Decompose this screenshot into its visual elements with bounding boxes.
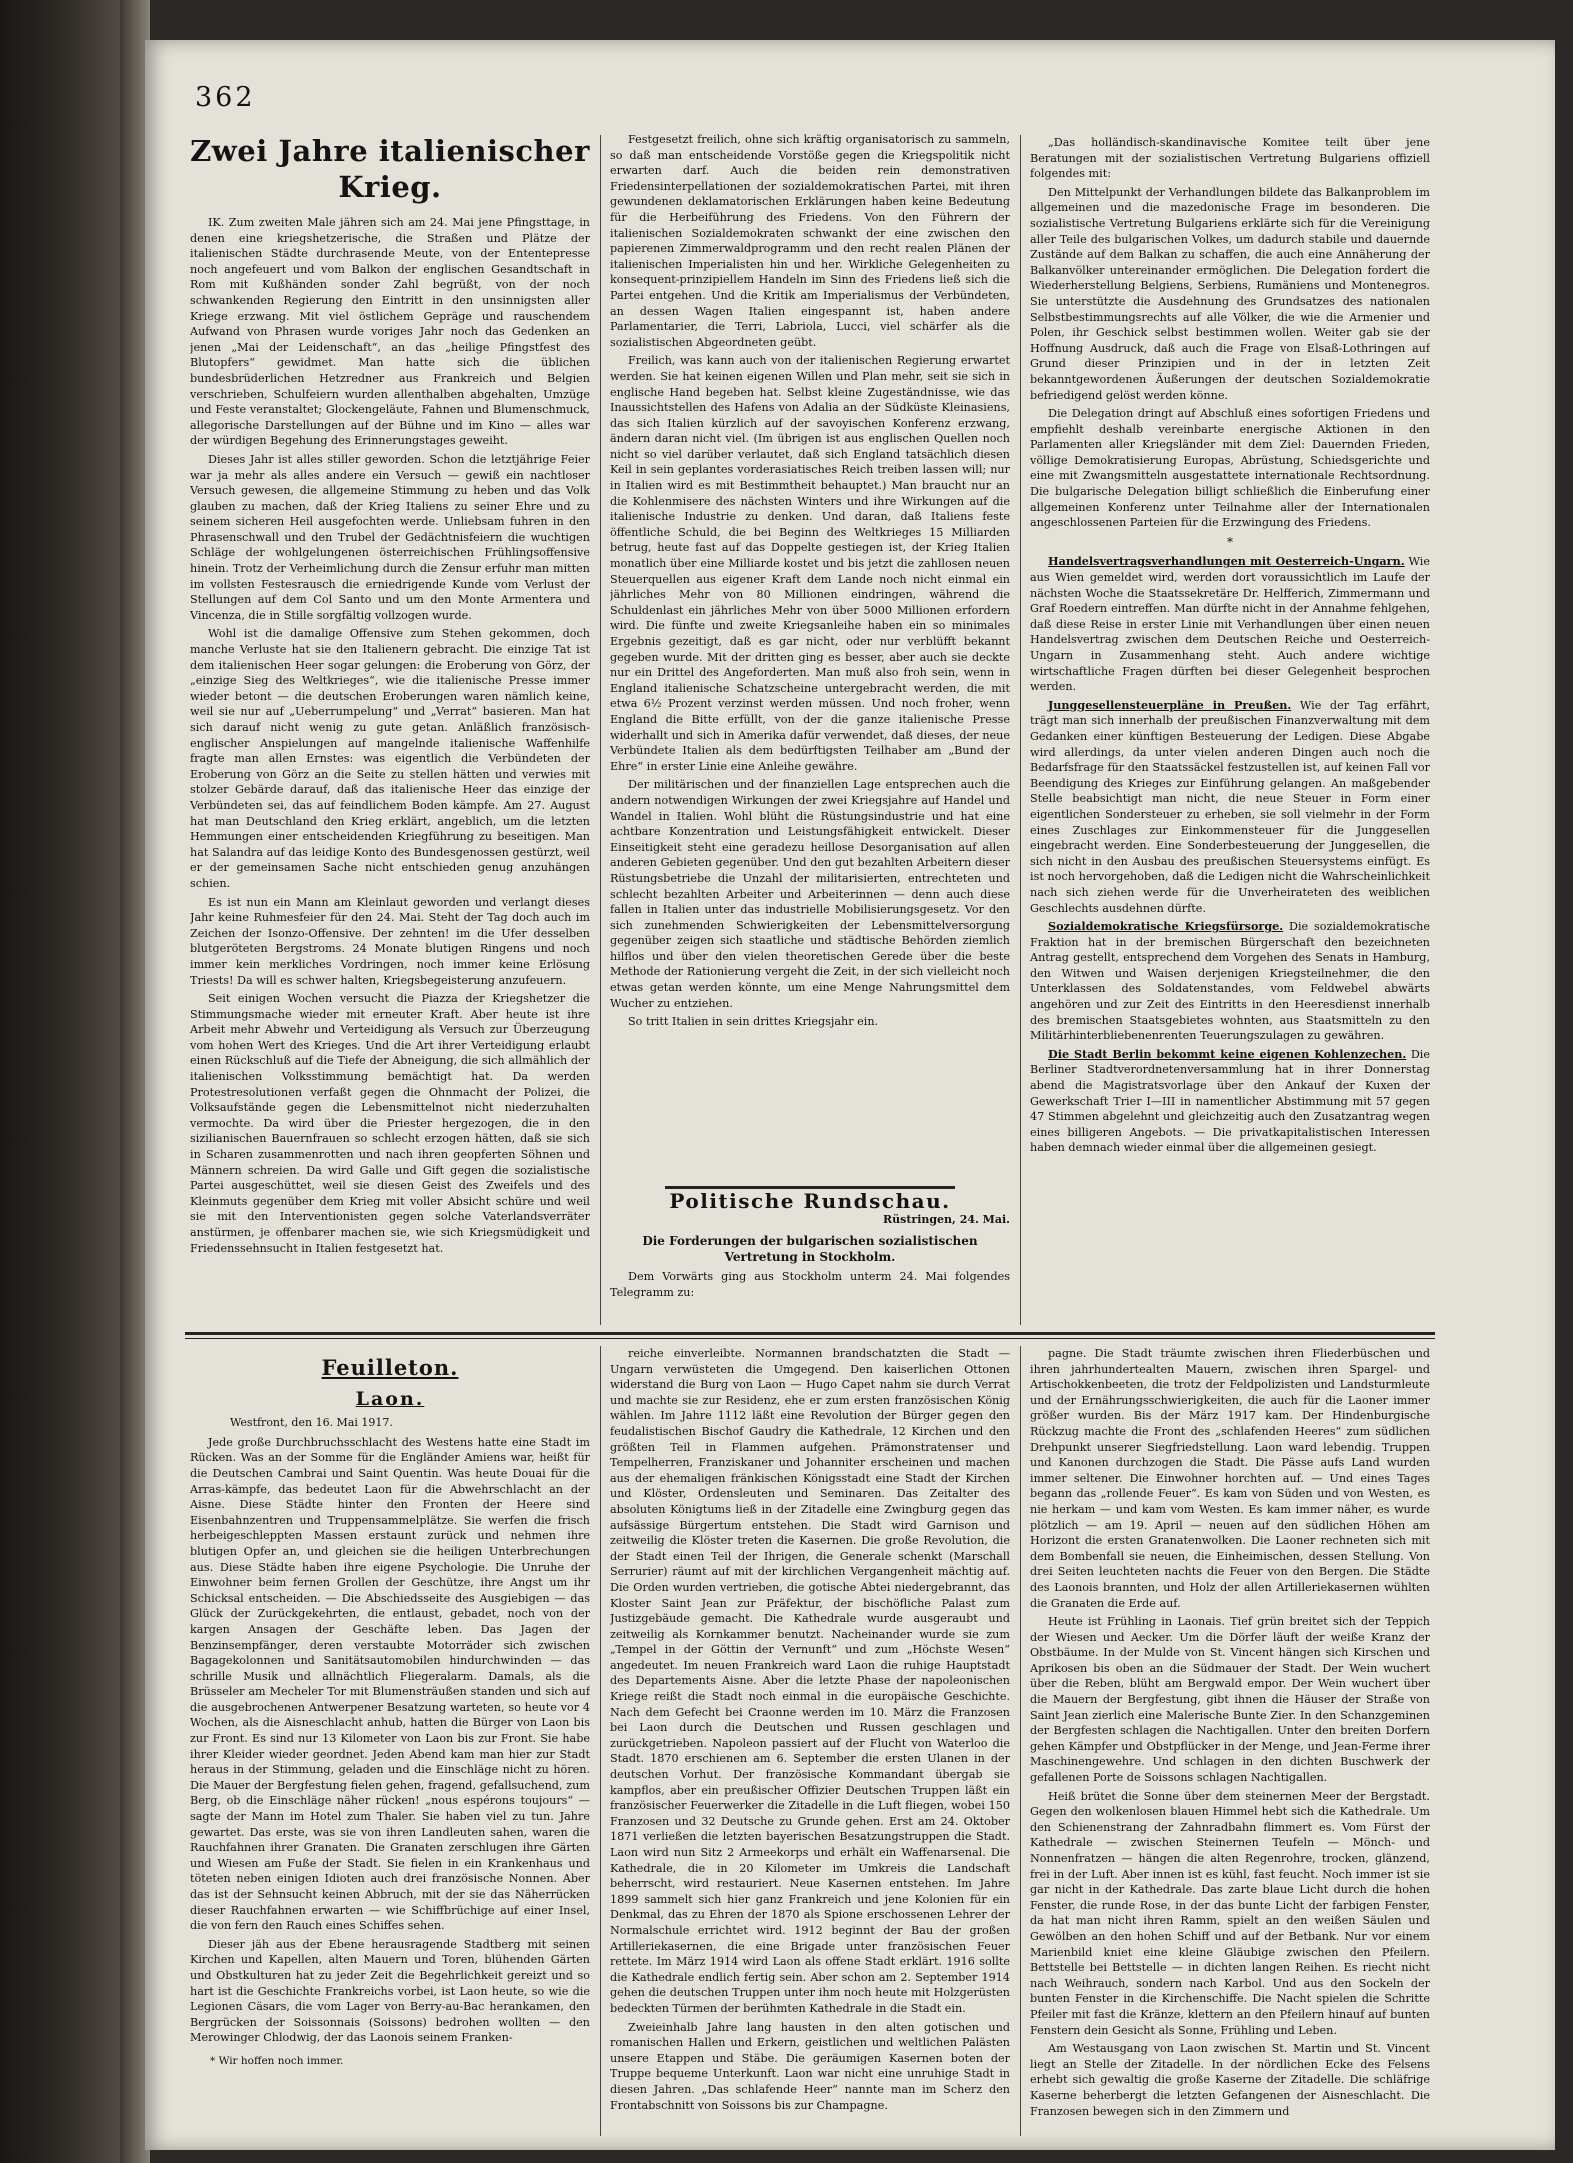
feuilleton-paragraph: reiche einverleibte. Normannen brandschatzten die Stadt — Ungarn verwüsteten die Umgegend. Den kaiserlichen Ottonen widerstand die Burg von Laon — Hugo Capet nahm sie durch Verrat und machte sie zur Residenz, ehe er zum ersten französischen König wählen. Im Jahre 1112 läßt eine Revolution der Bürger gegen den feudalistischen Bischof Gaudry die Kathedrale, 12 Kirchen und den größten Teil in Flammen aufgehen. Prämonstratenser und Tempelherren, Franziskaner und Johanniter erscheinen und machen aus der ehemaligen fränkischen Königsstadt eine Stadt der Kirchen und Klöster, Ordensleuten und Seminaren. Das Zeitalter des absoluten Königtums ließ in der Zitadelle eine Zwingburg gegen das aufsässige Bürgertum entstehen. Die Stadt wird Garnison und zeitweilig die Klöster treten die Kasernen. Die große Revolution, die der Stadt einen Teil der Ihrigen, die Generale schenkt (Marschall Serrurier) räumt auf mit der kirchlichen Vergangenheit mächtig auf. Die Orden wurden vertrieben, die gotische Abtei niedergebrannt, das Kloster Saint Jean zur Präfektur, der bischöfliche Palast zum Justizgebäude gemacht. Die Kathedrale wurde ausgeraubt und zeitweilig als Kornkammer benutzt. Nacheinander wurde sie zum „Tempel in der Göttin der Vernunft“ und zum „Höchste Wesen“ angedeutet. Im neuen Frankreich ward Laon die ruhige Hauptstadt des Departements Aisne. Aber die letzte Phase der napoleonischen Kriege reißt die Stadt noch einmal in die europäische Geschichte. Nach dem Gefecht bei Craonne werden im 10. März die Franzosen bei Laon durch die Deutschen und Russen geschlagen und zurückgetrieben. Napoleon passiert auf der Flucht von Waterloo die Stadt. 1870 erschienen am 6. September die ersten Ulanen in der deutschen Vorhut. Der französische Kommandant übergab sie kampflos, aber ein preußischer Offizier Deutschen Truppen läßt ein französischer Feuerwerker die Zitadelle in die Luft fliegen, wobei 150 Franzosen und 32 Deutsche zu Grunde gehen. Erst am 24. Oktober 1871 verließen die letzten bayerischen Besatzungstruppen die Stadt. Laon wird nun Sitz 2 Armeekorps und erhält ein Waffenarsenal. Die Kathedrale, die in 20 Kilometer im Umkreis die Landschaft beherrscht, wird restauriert. Neue Kasernen entstehen. Im Jahre 1899 sammelt sich hier ganz Frankreich und jene Kolonien für ein Denkmal, das zu Ehren der 1870 als Spione erschossenen Lehrer der Normalschule errichtet wird. 1912 beginnt der Bau der großen Artilleriekasernen, die eine Brigade unter französischen Feuer rettete. Im März 1914 wird Laon als offene Stadt erklärt. 1916 sollte die Kathedrale endlich fertig sein. Aber schon am 2. September 1914 gehen die deutschen Truppen unter ihm noch heute mit Holzgerüsten bedeckten Türmen der berühmten Kathedrale in die Stadt ein.: [610, 1347, 1010, 2015]
feuilleton-divider-thin: [185, 1338, 1435, 1339]
article-paragraph: Es ist nun ein Mann am Kleinlaut geworden und verlangt dieses Jahr keine Ruhmesfeier für den 24. Mai. Steht der Tag doch auch im Zeichen der Isonzo-Offensive. Der zehnten! im die Ufer desselben blutgeröteten Bergstroms. 24 Monate blutigen Ringens und noch immer kein merkliches Vordringen, noch immer keine Erlösung Triests! Da will es schwer halten, Kriegsbegeisterung anzufeuern.: [190, 895, 590, 987]
footnote: * Wir hoffen noch immer.: [210, 2054, 344, 2067]
byline: Westfront, den 16. Mai 1917.: [230, 1416, 393, 1430]
article-paragraph: „Das holländisch-skandinavische Komitee teilt über jene Beratungen mit der sozialistischen Vertretung Bulgariens offiziell folgendes mit:: [1030, 136, 1430, 181]
article-paragraph: Festgesetzt freilich, ohne sich kräftig organisatorisch zu sammeln, so daß man entscheidende Vorstöße gegen die Kriegspolitik nicht erwarten darf. Auch die beiden rein demonstrativen Friedensinterpellationen der sozialdemokratischen Partei, mit ihren gewundenen deklamatorischen Erklärungen haben keine Bedeutung für die Herbeiführung des Friedens. Von den Führern der italienischen Sozialdemokraten schwankt der eine zwischen den papierenen Zimmerwaldprogramm und den recht realen Plänen der italienischen Imperialisten hin und her. Wirkliche Gelegenheiten zu konsequent-prinzipiellem Handeln im Sinn des Friedens ließ sich die Partei entgehen. Und die Kritik am Imperialismus der Verbündeten, an dessen Wagen Italien eingespannt ist, haben andere Parlamentarier, die Terri, Labriola, Lucci, viel schärfer als die sozialistischen Abgeordneten geübt.: [610, 133, 1010, 349]
section-divider: [665, 1186, 955, 1189]
subheading: Die Stadt Berlin bekommt keine eigenen Kohlenzechen.: [1048, 1046, 1407, 1061]
paragraph-text: Die Berliner Stadtverordnetenversammlung hat in ihrer Donnerstag abend die Magistratsvorlage über den Ankauf der Kuxen der Gewerkschaft Trier I—III in namentlicher Abstimmung mit 57 gegen 47 Stimmen abgelehnt und gleichzeitig auch den Zusatzantrag wegen eines billigeren Angebots. — Die privatkapitalistischen Interessen haben demnach wieder einmal über die allgemeinen gesiegt.: [1030, 1047, 1430, 1155]
feuilleton-paragraph: pagne. Die Stadt träumte zwischen ihren Fliederbüschen und ihren jahrhundertealten Mauern, zwischen ihren Spargel- und Artischokkenbeeten, die trotz der Feldpolizisten und Landsturmleute und der Ernährungsschwierigkeiten, die auch für die Laoner immer größer wurden. Bis der März 1917 kam. Der Hindenburgische Rückzug machte die Front des „schlafenden Heeres“ zum südlichen Drehpunkt unserer Siegfriedstellung. Laon ward lebendig. Truppen und Kanonen durchzogen die Stadt. Die Pässe aufs Land wurden immer seltener. Die Einwohner horchten auf. — Und eines Tages begann das „rollende Feuer“. Es kam von Süden und von Westen, es nie herkam — und kam vom Westen. Es kam immer näher, es wurde plötzlich — am 19. April — neuen auf den südlichen Höhen am Horizont die ersten Granatenwolken. Die Laoner rechneten sich mit dem Bombenfall sie neuen, die Einheimischen, dessen Stellung. Von drei Seiten leuchteten nachts die Feuer von den Bergen. Die Städte des Laonois brannten, und Holz der allen Artilleriekasernen wühlten die Granaten die Erde auf.: [1030, 1347, 1430, 1610]
feuilleton-paragraph: Zweieinhalb Jahre lang hausten in den alten gotischen und romanischen Hallen und Erkern, geistlichen und weltlichen Palästen unsere Etappen und Stäbe. Die geräumigen Kasernen boten der Truppe bequeme Unterkunft. Laon war nicht eine unruhige Stadt in diesen Jahren. „Das schlafende Heer“ nannte man im Scherz den Frontabschnitt von Soissons bis zur Champagne.: [610, 2020, 1010, 2112]
article-paragraph: IK. Zum zweiten Male jähren sich am 24. Mai jene Pfingsttage, in denen eine kriegshetzerische, die Straßen und Plätze der italienischen Städte durchrasende Meute, von der Ententepresse noch angefeuert und vom Balkon der englischen Gesandtschaft in Rom mit Kußhänden sonder Zahl begrüßt, von der noch schwankenden Regierung den Eintritt in den unsinnigsten aller Kriege erzwang. Mit viel östlichem Gepräge und rauschendem Aufwand von Phrasen wurde voriges Jahr noch das Gedenken an jenen „Mai der Leidenschaft“, an das „heilige Pfingstfest des Blutopfers“ gewidmet. Man hatte sich die üblichen bundesbrüderlichen Hetzredner aus Frankreich und Belgien verschrieben, Schulfeiern wurden allenthalben abgehalten, Umzüge und Feste veranstaltet; Glockengeläute, Fahnen und Blumenschmuck, allegorische Darstellungen auf der Bühne und im Kino — alles war der würdigen Begehung des Erinnerungstages geweiht.: [190, 216, 590, 448]
page-number: 362: [195, 82, 256, 113]
column-divider: [600, 135, 601, 1325]
subheading: Sozialdemokratische Kriegsfürsorge.: [1048, 919, 1284, 934]
newspaper-page: [145, 40, 1555, 2150]
feuilleton-divider: [185, 1332, 1435, 1335]
column-divider: [600, 1346, 601, 2136]
feuilleton-column-1: [190, 1346, 590, 2136]
column-divider: [1020, 135, 1021, 1325]
paragraph-text: Wie aus Wien gemeldet wird, werden dort voraussichtlich im Laufe der nächsten Woche die Staatssekretäre Dr. Helfferich, Zimmermann und Graf Roedern eintreffen. Man dürfte nicht in der Annahme fehlgehen, daß diese Reise in erster Linie mit Verhandlungen über einen neuen Handelsvertrag zwischen dem Deutschen Reiche und Oesterreich-Ungarn in Zusammenhang steht. Auch andere wichtige wirtschaftliche Fragen dürften bei dieser Gelegenheit besprochen werden.: [1030, 555, 1430, 694]
dateline: Rüstringen, 24. Mai.: [882, 1212, 1010, 1226]
article-paragraph: Freilich, was kann auch von der italienischen Regierung erwartet werden. Sie hat keinen eigenen Willen und Plan mehr, seit sie sich in englische Hand begeben hat. Selbst kleine Zugeständnisse, wie das Inaussichtstellen des Hafens von Adalia an der Südküste Kleinasiens, das sich Italien kürzlich auf der savoyischen Konferenz erzwang, ändern daran nicht viel. (Im übrigen ist aus englischen Quellen noch nicht so viel darüber verlautet, daß sich England tatsächlich diesen Keil in sein geplantes vorderasiatisches Reich treiben lassen will; nur in Italien wird es mit Bestimmtheit behauptet.) Man braucht nur an die Kohlenmisere des nächsten Winters und ihre Wirkungen auf die italienische Industrie zu denken. Und daran, daß Italiens feste öffentliche Schuld, die bei Beginn des Weltkrieges 15 Milliarden betrug, heute fast auf das Doppelte gestiegen ist, der Krieg Italien monatlich über eine Milliarde kostet und bis jetzt die zahllosen neuen Steuerquellen aus eigener Kraft dem Lande noch nicht einmal ein jährliches Mehr von 80 Millionen eindringen, während die Schuldenlast ein jährliches Mehr von über 5000 Millionen erfordern wird. Die fünfte und zweite Kriegsanleihe haben ein so minimales Ergebnis gezeitigt, daß es gar nicht, oder nur verblüfft bekannt gegeben wurde. Mit der dritten ging es besser, aber auch sie deckte nur ein Drittel des Angeforderten. Man muß also froh sein, wenn in England italienische Schatzscheine untergebracht werden, die mit etwa 6½ Prozent verzinst werden müssen. Und noch froher, wenn England die Bitte erfüllt, von der die ganze italienische Presse widerhallt und sich in Amerika dafür verwendet, daß dieses, der neue Verbündete Italien als dem bedürftigsten Teilhaber am „Bund der Ehre“ in erster Linie eine Anleihe gewähre.: [610, 354, 1010, 773]
article-paragraph: Dem Vorwärts ging aus Stockholm unterm 24. Mai folgendes Telegramm zu:: [610, 1270, 1010, 1299]
paragraph-text: Die sozialdemokratische Fraktion hat in der bremischen Bürgerschaft den bezeichneten Antrag gestellt, entsprechend dem Vorgehen des Senats in Hamburg, den Witwen und Waisen derjenigen Kriegsteilnehmer, die den Unterklassen des Soldatenstandes, vom Feldwebel abwärts angehören und zur Zeit des Eintritts in den Heeresdienst innerhalb des bremischen Staatsgebietes wohnten, aus Staatsmitteln zu den Militärhinterbliebenenrenten Teuerungszulagen zu gewähren.: [1030, 920, 1430, 1043]
headline-bulgarian: Die Forderungen der bulgarischen sozialistischen Vertretung in Stockholm.: [642, 1234, 978, 1265]
feuilleton-paragraph: Heute ist Frühling in Laonais. Tief grün breitet sich der Teppich der Wiesen und Aecker. Um die Dörfer läuft der weiße Kranz der Obstbäume. In der Mulde von St. Vincent hängen sich Kirschen und Aprikosen bis oben an die Südmauer der Stadt. Der Wein wuchert über die Reben, blüht am Bergwald empor. Der Wein wuchert über die Mauern der Bergfestung, gibt ihnen die Häuser der Straße von Saint Jean zierlich eine Malerische Bunte Zier. In den Schanzgeminen der Bergfesten schlagen die Nachtigallen. Unter den breiten Dorfern gehen Kämpfer und Obstpflücker in der Menge, und Jean-Ferme ihrer Maschinengewehre. Und schlagen in den dichten Buschwerk der gefallenen Porte de Soissons schlagen Nachtigallen.: [1030, 1615, 1430, 1785]
article-column-3: [1030, 135, 1430, 1325]
feuilleton-column-2: [610, 1346, 1010, 2136]
feuilleton-paragraph: Dieser jäh aus der Ebene herausragende Stadtberg mit seinen Kirchen und Kapellen, alten Mauern und Toren, blühenden Gärten und Obstkulturen hat zu jeder Zeit die Begehrlichkeit gereizt und so hart ist die Geschichte Frankreichs vorbei, ist Laon heute, so wie die Legionen Cäsars, die vom Lager von Berry-au-Bac herankamen, den Bergrücken der Soissonnais (Soissons) bedrohen wollten — den Merowinger Chlodwig, der das Laonois seinem Franken-: [190, 1937, 590, 2045]
column-divider: [1020, 1346, 1021, 2136]
article-paragraph: Wohl ist die damalige Offensive zum Stehen gekommen, doch manche Verluste hat sie den Italienern gebracht. Die einzige Tat ist dem italienischen Heer sogar gelungen: die Eroberung von Görz, der „einzige Sieg des Weltkrieges“, wie die italienische Presse immer wieder betont — die deutschen Eroberungen waren nämlich keine, weil sie nur auf „Ueberrumpelung“ und „Verrat“ basieren. Man hat sich darauf nicht wenig zu gute getan. Anläßlich französisch-englischer Anspielungen auf mangelnde italienische Waffenhilfe fragte man allen Ernstes: was eigentlich die Verbündeten der Eroberung von Görz an die Seite zu stellen hätten und verwies mit stolzer Gebärde darauf, daß das italienische Heer das einzige der Verbündeten sei, das auf feindlichem Boden kämpfe. Am 27. August hat man Deutschland den Krieg erklärt, angeblich, um die letzten Hemmungen einer entscheidenden Kriegführung zu beseitigen. Man hat Salandra auf das leidige Konto des Bundesgenossen gestürzt, weil er der gemeinsamen Sache nicht entschieden genug anzuhängen schien.: [190, 627, 590, 890]
article-paragraph: Die Delegation dringt auf Abschluß eines sofortigen Friedens und empfiehlt deshalb vereinbarte energische Aktionen in den Parlamenten aller Kriegsländer mit dem Ziel: Dauernden Frieden, völlige Demokratisierung Europas, Abrüstung, Schiedsgerichte und eine mit Zwangsmitteln ausgestattete internationale Rechtsordnung. Die bulgarische Delegation billigt schließlich die Einberufung einer allgemeinen Konferenz unter Teilnahme aller der Internationalen angeschlossenen Parteien für die Erzwingung des Friedens.: [1030, 407, 1430, 530]
article-paragraph: So tritt Italien in sein drittes Kriegsjahr ein.: [628, 1015, 879, 1029]
subheading: Junggesellensteuerpläne in Preußen.: [1048, 697, 1292, 712]
article-column-1: [190, 125, 590, 1325]
article-paragraph: Der militärischen und der finanziellen Lage entsprechen auch die andern notwendigen Wirkungen der zwei Kriegsjahre auf Handel und Wandel in Italien. Wohl blüht die Rüstungsindustrie und hat eine achtbare Konzentration und Leistungsfähigkeit entwickelt. Dieser Einseitigkeit steht eine geradezu heillose Desorganisation auf allen anderen Gebieten gegenüber. Und den gut bezahlten Arbeitern dieser Rüstungsbetriebe die Unzahl der militarisierten, entrechteten und schlecht bezahlten Arbeiter und Arbeiterinnen — denn auch diese fallen in Italien unter das industrielle Mobilisierungsgesetz. Vor den sich zunehmenden Schwierigkeiten der Lebensmittelversorgung gegenüber zeigen sich staatliche und städtische Behörden ziemlich hilflos und über den vielen theoretischen Gerede über die beste Methode der Rationierung vergeht die Zeit, in der sich vielleicht noch etwas getan werden könnte, um eine Menge Nahrungsmittel dem Wucher zu entziehen.: [610, 778, 1010, 1010]
article-paragraph: Den Mittelpunkt der Verhandlungen bildete das Balkanproblem im allgemeinen und die mazedonische Frage im besonderen. Die sozialistische Vertretung Bulgariens erklärte sich für die Vereinigung aller Teile des bulgarischen Volkes, um dadurch stabile und dauernde Zustände auf dem Balkan zu schaffen, die auch eine Annäherung der Balkanvölker untereinander ermöglichen. Die Delegation fordert die Wiederherstellung Belgiens, Serbiens, Rumäniens und Montenegros. Sie unterstützte die Ausdehnung des Grundsatzes des nationalen Selbstbestimmungsrechts auf alle Völker, die wie die Armenier und Polen, ihr Geschick selbst bestimmen wollen. Weiter gab sie der Hoffnung Ausdruck, daß auch die Frage von Elsaß-Lothringen auf Grund dieser Prinzipien und in der in letzten Zeit bekanntgewordenen Äußerungen der deutschen Sozialdemokratie befriedigend gelöst werden könne.: [1030, 185, 1430, 402]
article-column-2: [610, 132, 1010, 1182]
paragraph-text: Wie der Tag erfährt, trägt man sich innerhalb der preußischen Finanzverwaltung mit dem Gedanken einer künftigen Besteuerung der Ledigen. Diese Abgabe wird allerdings, da unter vielen anderen Dingen auch noch die Bedarfsfrage für den Staatssäckel festzustellen ist, auf keinen Fall vor Beendigung des Krieges zur Einführung gelangen. An maßgebender Stelle beabsichtigt man nicht, die neue Steuer in Form einer eigentlichen Sondersteuer zu erheben, sie soll vielmehr in der Form eines Zuschlages zur Einkommensteuer für die Junggesellen eingebracht werden. Eine Sonderbesteuerung der Junggesellen, die sich nicht in den Ausbau des preußischen Steuersystems einfügt. Es ist noch hervorgehoben, daß die Ledigen nicht die Wahrscheinlichkeit nach sich ziehen werde für die Unverheirateten des weiblichen Geschlechts ausdehnen dürfte.: [1030, 698, 1430, 915]
article-paragraph: [1030, 919, 1430, 1044]
book-binding: [0, 0, 130, 2163]
article-title: Zwei Jahre italienischer Krieg.: [190, 134, 590, 204]
section-title-politics: Politische Rundschau.: [669, 1192, 951, 1213]
article-paragraph: [1030, 698, 1430, 916]
article-paragraph: Seit einigen Wochen versucht die Piazza der Kriegshetzer die Stimmungsmache wieder mit erneuter Kraft. Aber heute ist ihre Arbeit mehr Abwehr und Verteidigung als Versuch zur Überzeugung vom hohen Wert des Krieges. Und die Art ihrer Verteidigung erlaubt einen Rückschluß auf die Tiefe der Abneigung, die sich allmählich der italienischen Volksstimmung bemächtigt hat. Da werden Protestresolutionen verfaßt gegen die Ohnmacht der Polizei, die Volksaufstände gegen die Lebensmittelnot nicht niederzuhalten vermochte. Da wird über die Priester hergezogen, die in den sizilianischen Bauernfrauen so schlecht erzogen hätten, daß sie sich in Scharen zusammenrotten und nach ihren geopferten Söhnen und Männern schreien. Da wird Galle und Gift gegen die sozialistische Partei ausgeschüttet, weil sie diesen Geist des Zweifels und des Kleinmuts gegenüber dem Krieg mit voller Absicht schüre und weil sie mit den Interventionisten gegen solche Vaterlandsverräter anstürmen, je offenbarer machen sie, wie sich Kriegsmüdigkeit und Friedenssehnsucht in Italien festgesetzt hat.: [190, 992, 590, 1255]
feuilleton-paragraph: Am Westausgang von Laon zwischen St. Martin und St. Vincent liegt an Stelle der Zitadelle. In der nördlichen Ecke des Felsens erhebt sich gewaltig die große Kaserne der Zitadelle. Die schläfrige Kaserne beherbergt die letzten Gefangenen der Aisneschlacht. Die Franzosen bewegen sich in den Zimmern und: [1030, 2042, 1430, 2118]
feuilleton-title: Feuilleton.: [321, 1355, 459, 1380]
separator-star: *: [1227, 534, 1233, 549]
politische-rundschau-head: [610, 1192, 1010, 1327]
article-paragraph: [1030, 1047, 1430, 1156]
feuilleton-paragraph: Jede große Durchbruchsschlacht des Westens hatte eine Stadt im Rücken. Was an der Somme für die Engländer Amiens war, heißt für die Deutschen Cambrai und Saint Quentin. Was heute Douai für die Arras-kämpfe, das bedeutet Laon für die Abwehrschlacht an der Aisne. Diese Städte hinter den Fronten der Heere sind Eisenbahnzentren und Truppensammelplätze. Sie werfen die frisch herbeigeschleppten Massen erstaunt zurück und nehmen ihre blutigen Opfer an, und gleichen sie die heiligen Unterbrechungen aus. Diese Städte haben ihre eigene Psychologie. Die Unruhe der Einwohner beim fernen Grollen der Geschütze, ihre Angst um ihr Schicksal entscheiden. — Die Abschiedsseite des Ausgiebigen — das Glück der Zurückgekehrten, die entlaust, gebadet, noch von der kargen Ansagen der Geschäfte leben. Das Jagen der Benzinsempfänger, deren verstaubte Motorräder sich zwischen Bagagekolonnen und Sanitätsautomobilen hindurchwinden — das schrille Musik und allnächtlich Fliegeralarm. Damals, als die Brüsseler am Mecheler Tor mit Blumensträußen standen und sich auf die ausgebrochenen Antwerpener Besatzung warteten, so heute vor 4 Wochen, als die Aisneschlacht anhub, hatten die Bürger von Laon bis zur Front. Es sind nur 13 Kilometer von Laon bis zur Front. Sie habe ihrer Kleider wieder geordnet. Jeden Abend kam man hier zur Stadt heraus in der Stimmung, geladen und die Einschläge nicht zu hören. Die Mauer der Bergfestung fielen gehen, fragend, gefallsuchend, zum Berg, ob die Einschläge näher rücken! „nous espérons toujours“ — sagte der Mann im Hotel zum Thaler. Sie haben viel zu tun. Jahre gewartet. Das erste, was sie von ihren Landleuten sahen, waren die Rauchfahnen ihrer Granaten. Die Granaten zerschlugen ihre Gärten und Wiesen am Fuße der Stadt. Sie fielen in ein Krankenhaus und töteten neben einigen Idioten auch drei französische Nonnen. Aber das ist der Sehnsucht keinen Abbruch, mit der sie das Näherrücken dieser Rauchfahnen erwarten — wie Schiffbrüchige auf einer Insel, die von fern den Rauch eines Schiffes sehen.: [190, 1435, 590, 1933]
feuilleton-subtitle: Laon.: [355, 1387, 425, 1410]
feuilleton-paragraph: Heiß brütet die Sonne über dem steinernen Meer der Bergstadt. Gegen den wolkenlosen blauen Himmel hebt sich die Kathedrale. Um den Schienenstrang der Zahnradbahn flimmert es. Vom Fürst der Kathedrale — zwischen Steinernen Teufeln — Mönch- und Nonnenfratzen — hängen die alten Regenrohre, trocken, glänzend, frei in der Luft. Aber innen ist es kühl, fast feucht. Noch immer ist sie gar nicht in der Kathedrale. Das zarte blaue Licht durch die hohen Fenster, die runde Rose, in der das bunte Licht der farbigen Fenster, da hat man nicht ihren Ramm, spielt an den weißen Säulen und Gewölben an den hohen Schiff und auf der Betbank. Nur vor einem Marienbild kniet eine kleine Gläubige zwischen den Pfeilern. Bettstelle bei Bettstelle — in dichten langen Reihen. Es riecht nicht nach Weihrauch, sondern nach Karbol. Und aus den Sockeln der bunten Fenster in die Kirchenschiffe. Die Nacht spielen die Schritte Pfeiler mit fast die Kränze, klettern an den Pfeilern hinauf auf bunten Fenstern dein Gesicht als Sonne, Frühling und Leben.: [1030, 1789, 1430, 2037]
subheading: Handelsvertragsverhandlungen mit Oesterreich-Ungarn.: [1048, 554, 1405, 569]
article-paragraph: [1030, 554, 1430, 694]
feuilleton-column-3: [1030, 1346, 1430, 2136]
article-paragraph: Dieses Jahr ist alles stiller geworden. Schon die letztjährige Feier war ja mehr als alles andere ein Versuch — gewiß ein nachtloser Versuch gewesen, die allgemeine Stimmung zu heben und das Volk glauben zu machen, daß der Krieg Italiens zu seiner Ehre und zu seinem sicheren Heil ausgefochten werde. Unliebsam fuhren in den Phrasenschwall und den Trubel der Gedächtnisfeiern die wuchtigen Schläge der wohlgelungenen österreichischen Frühlingsoffensive hinein. Trotz der Verheimlichung durch die Zensur erfuhr man mitten im vollsten Festesrausch die erniedrigende Kunde vom Verlust der Stellungen auf dem Col Santo und um den Monte Armentera und Vincenza, die in Stille sorgfältig vollzogen wurde.: [190, 452, 590, 622]
